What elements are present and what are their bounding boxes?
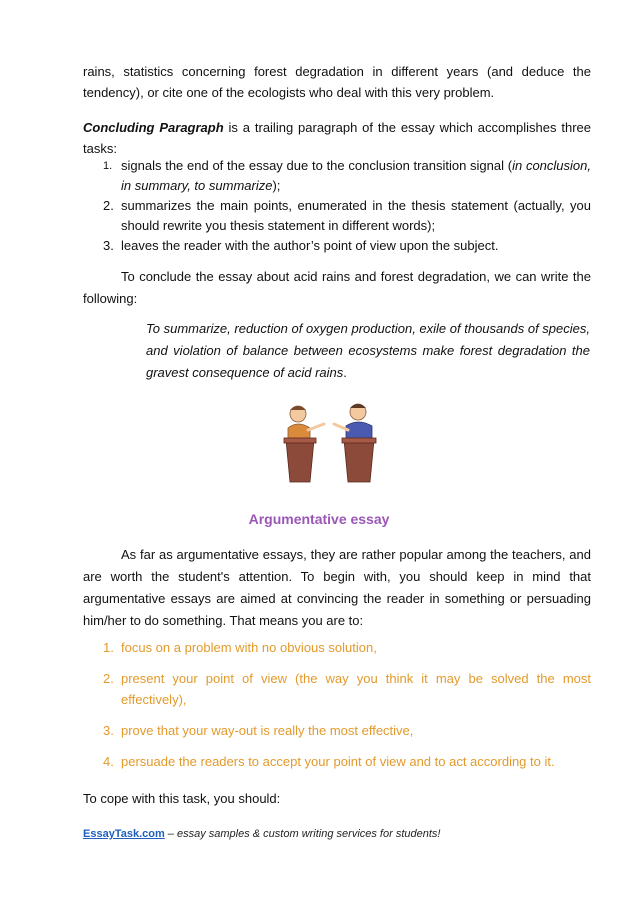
concluding-tasks-list <box>83 156 591 256</box>
argumentative-paragraph: As far as argumentative essays, they are rather popular among the teachers, and are worth the student's attention. To begin with, you should keep in mind that argumentative essays are aimed at convincing the reader in something or persuading him/her to do something. That means you are to: <box>83 547 591 628</box>
concluding-definition-text: is a trailing paragraph of the essay which accomplishes three tasks: <box>83 120 591 156</box>
concluding-paragraph-definition <box>83 117 591 159</box>
list-number: 3. <box>103 723 114 738</box>
list-number: 1. <box>103 640 114 655</box>
concluding-paragraph-term: Concluding Paragraph <box>83 120 224 135</box>
essaytask-link[interactable]: EssayTask.com <box>83 828 165 840</box>
list-number: 3. <box>103 238 114 253</box>
page-footer <box>83 828 440 840</box>
list-number: 1. <box>103 160 113 172</box>
list-item: 3. leaves the reader with the author’s point of view upon the subject. <box>83 236 591 256</box>
section-heading: Argumentative essay <box>248 511 390 527</box>
list-item: 2. summarizes the main points, enumerated in the thesis statement (actually, you should rewrite you thesis statement in different words); <box>103 198 591 233</box>
list-number: 2. <box>103 671 114 686</box>
intro-continuation: rains, statistics concerning forest degradation in different years (and deduce the tendency), or cite one of the ecologists who deal with this very problem. <box>83 64 591 100</box>
closing-line: To cope with this task, you should: <box>83 791 281 806</box>
footer-tagline: – essay samples & custom writing services for students! <box>164 828 441 840</box>
two-speakers-at-podiums-icon <box>276 400 388 486</box>
list-item: 1. signals the end of the essay due to the conclusion transition signal (in conclusion, in summary, to summarize); <box>103 158 591 193</box>
list-item: 1. focus on a problem with no obvious solution, <box>83 637 591 658</box>
list-number: 4. <box>103 754 114 769</box>
list-item: 3. prove that your way-out is really the most effective, <box>83 720 591 741</box>
list-item: 4. persuade the readers to accept your point of view and to act according to it. <box>83 751 591 772</box>
argumentative-goals-list <box>83 637 591 772</box>
example-intro: To conclude the essay about acid rains and forest degradation, we can write the following: <box>83 269 591 306</box>
list-number: 2. <box>103 198 114 213</box>
example-quote: To summarize, reduction of oxygen production, exile of thousands of species, and violation of balance between ecosystems make forest degradation the gravest consequence of acid rains. <box>146 321 590 380</box>
list-item: 2. present your point of view (the way you think it may be solved the most effectively), <box>83 668 591 710</box>
